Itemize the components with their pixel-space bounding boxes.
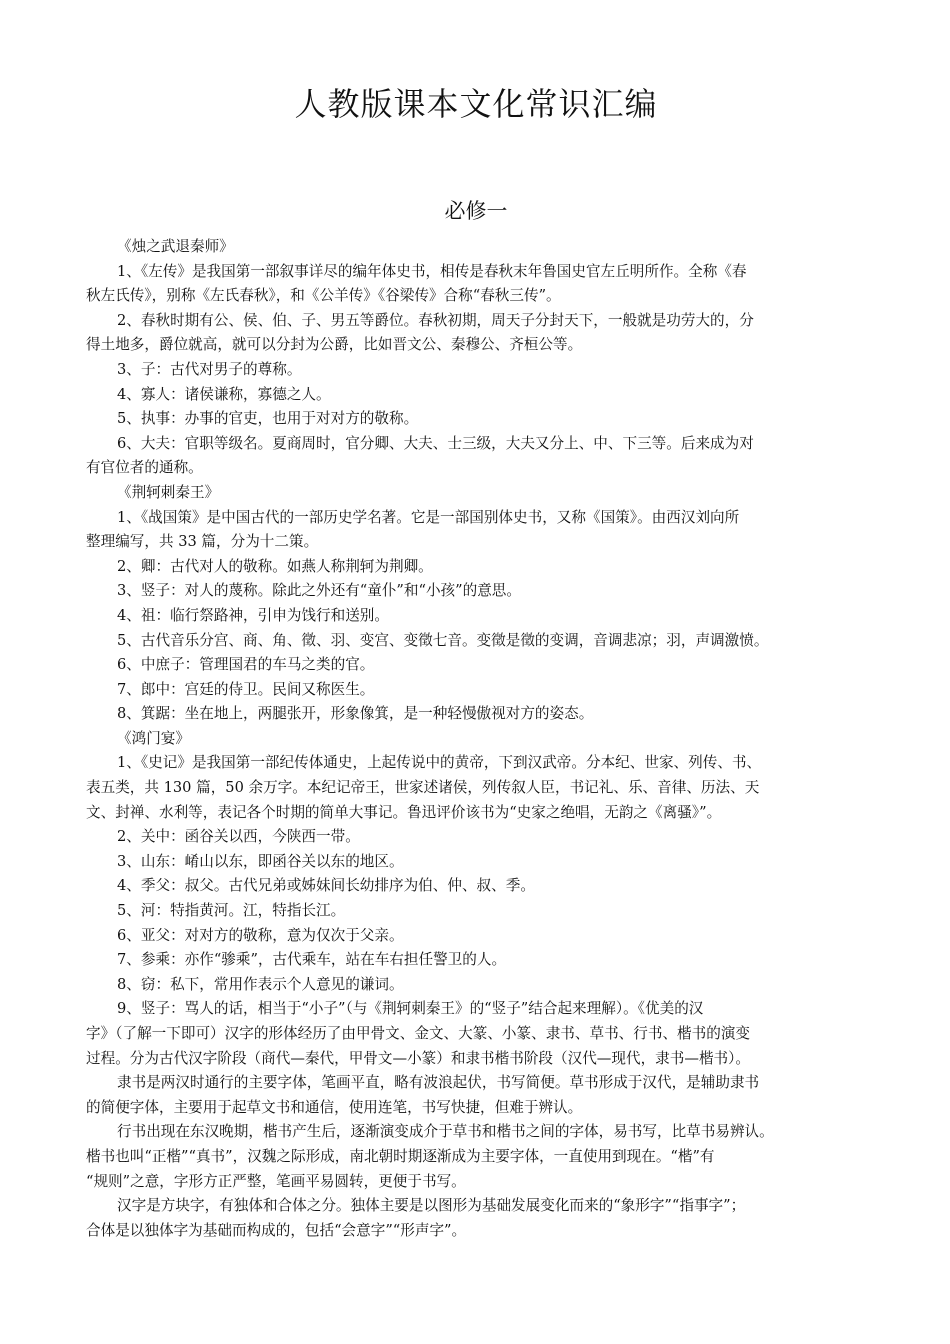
text-line: 过程。分为古代汉字阶段（商代—秦代，甲骨文—小篆）和隶书楷书阶段（汉代—现代，隶书—楷书）。	[86, 1049, 751, 1067]
text-line: 《烛之武退秦师》	[117, 238, 234, 255]
text-line: 3、竖子：对人的蔑称。除此之外还有“童仆”和“小孩”的意思。	[117, 582, 521, 600]
text-line: “规则”之意，字形方正严整，笔画平易圆转，更便于书写。	[86, 1172, 466, 1190]
text-line: 3、山东：崤山以东，即函谷关以东的地区。	[117, 852, 404, 870]
text-line: 9、竖子：骂人的话，相当于“小子”（与《荆轲刺秦王》的“竖子”结合起来理解）。《优美的汉	[117, 1000, 704, 1018]
text-line: 4、季父：叔父。古代兄弟或姊妹间长幼排序为伯、仲、叔、季。	[117, 877, 535, 895]
text-line: 1、《战国策》是中国古代的一部历史学名著。它是一部国别体史书，又称《国策》。由西汉刘向所	[117, 508, 740, 526]
text-line: 字》（了解一下即可）汉字的形体经历了由甲骨文、金文、大篆、小篆、隶书、草书、行书、楷书的演变	[86, 1025, 751, 1042]
text-line: 汉字是方块字，有独体和合体之分。独体主要是以图形为基础发展变化而来的“象形字”“指事字”；	[117, 1197, 746, 1215]
text-line: 秋左氏传》，别称《左氏春秋》，和《公羊传》《谷梁传》合称“春秋三传”。	[86, 287, 561, 305]
text-line: 1、《左传》是我国第一部叙事详尽的编年体史书，相传是春秋末年鲁国史官左丘明所作。全称《春	[117, 262, 747, 280]
text-line: 文、封禅、水利等，表记各个时期的简单大事记。鲁迅评价该书为“史家之绝唱，无韵之《离骚》”。	[86, 803, 722, 821]
text-line: 5、河：特指黄河。江，特指长江。	[117, 902, 346, 920]
text-line: 8、箕踞：坐在地上，两腿张开，形象像箕，是一种轻慢傲视对方的姿态。	[117, 705, 594, 723]
section-title: 必修一	[444, 199, 508, 223]
text-line: 5、古代音乐分宫、商、角、徵、羽、变宫、变徵七音。变徵是徵的变调，音调悲凉；羽，声调激愤。	[117, 631, 769, 649]
text-line: 2、春秋时期有公、侯、伯、子、男五等爵位。春秋初期，周天子分封天下，一般就是功劳大的，分	[117, 311, 754, 329]
text-line: 2、卿：古代对人的敬称。如燕人称荆轲为荆卿。	[117, 557, 433, 575]
text-line: 3、子：古代对男子的尊称。	[117, 360, 302, 378]
text-line: 行书出现在东汉晚期，楷书产生后，逐渐演变成介于草书和楷书之间的字体，易书写，比草书易辨认。	[117, 1123, 774, 1141]
text-line: 《鸿门宴》	[117, 729, 190, 747]
text-line: 6、亚父：对对方的敬称，意为仅次于父亲。	[117, 926, 404, 944]
text-line: 6、中庶子：管理国君的车马之类的官。	[117, 656, 375, 674]
text-line: 4、祖：临行祭路神，引申为饯行和送别。	[117, 606, 389, 624]
text-line: 合体是以独体字为基础而构成的，包括“会意字”“形声字”。	[86, 1221, 467, 1239]
text-line: 8、窃：私下，常用作表示个人意见的谦词。	[117, 975, 404, 993]
text-line: 表五类，共 130 篇，50 余万字。本纪记帝王，世家述诸侯，列传叙人臣，书记礼、乐、音律、历法、天	[86, 779, 760, 797]
text-line: 1、《史记》是我国第一部纪传体通史，上起传说中的黄帝，下到汉武帝。分本纪、世家、列传、书、	[117, 754, 762, 772]
text-line: 整理编写，共 33 篇，分为十二策。	[86, 533, 319, 551]
text-line: 5、执事：办事的官吏，也用于对对方的敬称。	[117, 410, 419, 428]
text-line: 6、大夫：官职等级名。夏商周时，官分卿、大夫、士三级，大夫又分上、中、下三等。后来成为对	[117, 434, 754, 452]
text-line: 楷书也叫“正楷”“真书”，汉魏之际形成，南北朝时期逐渐成为主要字体，一直使用到现在。“楷”有	[86, 1147, 715, 1165]
text-line: 得土地多，爵位就高，就可以分封为公爵，比如晋文公、秦穆公、齐桓公等。	[86, 336, 583, 354]
text-line: 的简便字体，主要用于起草文书和通信，使用连笔，书写快捷，但难于辨认。	[86, 1098, 583, 1116]
text-line: 4、寡人：诸侯谦称，寡德之人。	[117, 385, 331, 403]
document-title: 人教版课本文化常识汇编	[294, 85, 658, 123]
text-line: 2、关中：函谷关以西，今陕西一带。	[117, 828, 360, 846]
text-line: 有官位者的通称。	[86, 459, 203, 477]
document-body	[86, 235, 866, 1243]
text-line: 7、参乘：亦作“骖乘”，古代乘车，站在车右担任警卫的人。	[117, 951, 507, 969]
text-line: 7、郎中：宫廷的侍卫。民间又称医生。	[117, 680, 375, 698]
text-line: 《荆轲刺秦王》	[117, 483, 220, 501]
text-line: 隶书是两汉时通行的主要字体，笔画平直，略有波浪起伏，书写简便。草书形成于汉代，是辅助隶书	[117, 1074, 760, 1092]
